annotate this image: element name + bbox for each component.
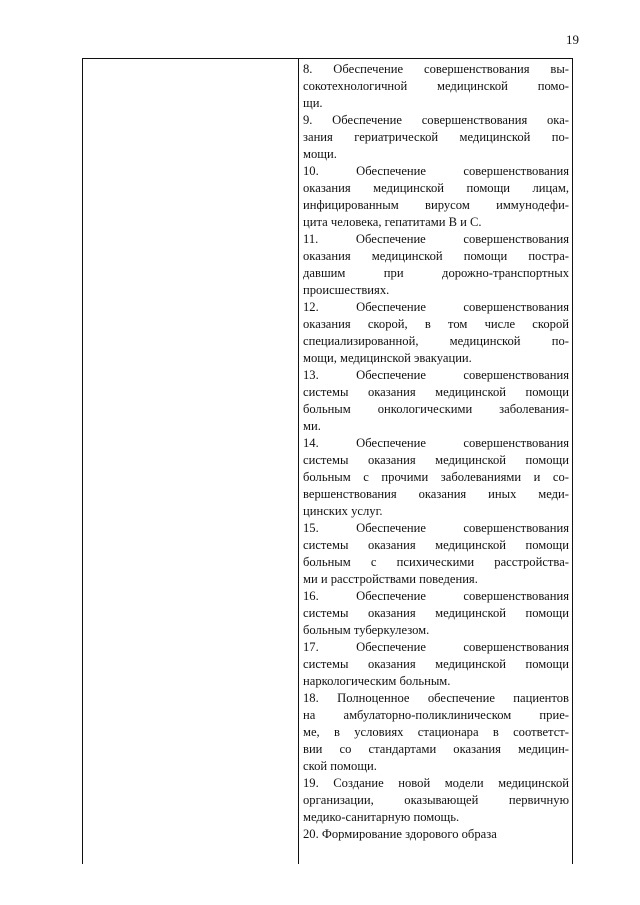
list-item-line: оказания скорой, в том числе скорой: [303, 317, 569, 331]
table-left-cell: [83, 59, 299, 864]
list-item-line: ской помощи.: [303, 759, 377, 773]
list-item-line: больным с прочими заболеваниями и со-: [303, 470, 569, 484]
list-item-line: системы оказания медицинской помощи: [303, 385, 569, 399]
list-item-line: щи.: [303, 96, 323, 110]
list-item-line: больным туберкулезом.: [303, 623, 430, 637]
list-item-line: оказания медицинской помощи лицам,: [303, 181, 569, 195]
list-item-line: 14. Обеспечение совершенствования: [303, 436, 569, 450]
list-item-line: 15. Обеспечение совершенствования: [303, 521, 569, 535]
list-item-line: давшим при дорожно-транспортных: [303, 266, 569, 280]
list-item-line: мощи, медицинской эвакуации.: [303, 351, 472, 365]
list-item: [303, 588, 569, 639]
list-item-line: цита человека, гепатитами В и С.: [303, 215, 482, 229]
list-item-line: ми.: [303, 419, 321, 433]
list-item-line: ме, в условиях стационара в соответст-: [303, 725, 569, 739]
list-item-line: 8. Обеспечение совершенствования вы-: [303, 62, 569, 76]
list-item-line: на амбулаторно-поликлиническом прие-: [303, 708, 569, 722]
list-item-line: ми и расстройствами поведения.: [303, 572, 478, 586]
list-item: [303, 112, 569, 163]
list-item: [303, 299, 569, 367]
list-item-line: медико-санитарную помощь.: [303, 810, 460, 824]
list-item-line: системы оказания медицинской помощи: [303, 453, 569, 467]
list-item-line: вершенствования оказания иных меди-: [303, 487, 569, 501]
list-item-line: системы оказания медицинской помощи: [303, 606, 569, 620]
list-item-line: больным онкологическими заболевания-: [303, 402, 569, 416]
list-item: [303, 690, 569, 775]
list-item-line: 16. Обеспечение совершенствования: [303, 589, 569, 603]
list-item: [303, 520, 569, 588]
list-item: [303, 61, 569, 112]
list-item-line: мощи.: [303, 147, 337, 161]
list-item-line: зания гериатрической медицинской по-: [303, 130, 569, 144]
list-item-line: организации, оказывающей первичную: [303, 793, 569, 807]
list-item-line: 12. Обеспечение совершенствования: [303, 300, 569, 314]
list-item-line: сокотехнологичной медицинской помо-: [303, 79, 569, 93]
list-item: [303, 826, 569, 843]
list-item-line: системы оказания медицинской помощи: [303, 538, 569, 552]
table-right-cell: [299, 59, 572, 864]
list-item: [303, 435, 569, 520]
list-item-line: 17. Обеспечение совершенствования: [303, 640, 569, 654]
list-item-line: 19. Создание новой модели медицинской: [303, 776, 569, 790]
list-item: [303, 367, 569, 435]
list-item-line: больным с психическими расстройства-: [303, 555, 569, 569]
list-item: [303, 163, 569, 231]
list-item-line: наркологическим больным.: [303, 674, 451, 688]
list-item-line: 11. Обеспечение совершенствования: [303, 232, 569, 246]
list-item-line: 20. Формирование здорового образа: [303, 827, 497, 841]
list-item-line: 10. Обеспечение совершенствования: [303, 164, 569, 178]
list-item-line: системы оказания медицинской помощи: [303, 657, 569, 671]
list-item-line: оказания медицинской помощи постра-: [303, 249, 569, 263]
page-number: 19: [566, 32, 579, 47]
list-item-line: 13. Обеспечение совершенствования: [303, 368, 569, 382]
list-item-line: происшествиях.: [303, 283, 390, 297]
list-item-line: 18. Полноценное обеспечение пациентов: [303, 691, 569, 705]
list-item: [303, 775, 569, 826]
list-item-line: 9. Обеспечение совершенствования ока-: [303, 113, 569, 127]
list-item: [303, 639, 569, 690]
list-item-line: специализированной, медицинской по-: [303, 334, 569, 348]
content-table: [82, 58, 573, 864]
list-item: [303, 231, 569, 299]
list-item-line: цинских услуг.: [303, 504, 383, 518]
list-item-line: вии со стандартами оказания медицин-: [303, 742, 569, 756]
list-item-line: инфицированным вирусом иммунодефи-: [303, 198, 569, 212]
